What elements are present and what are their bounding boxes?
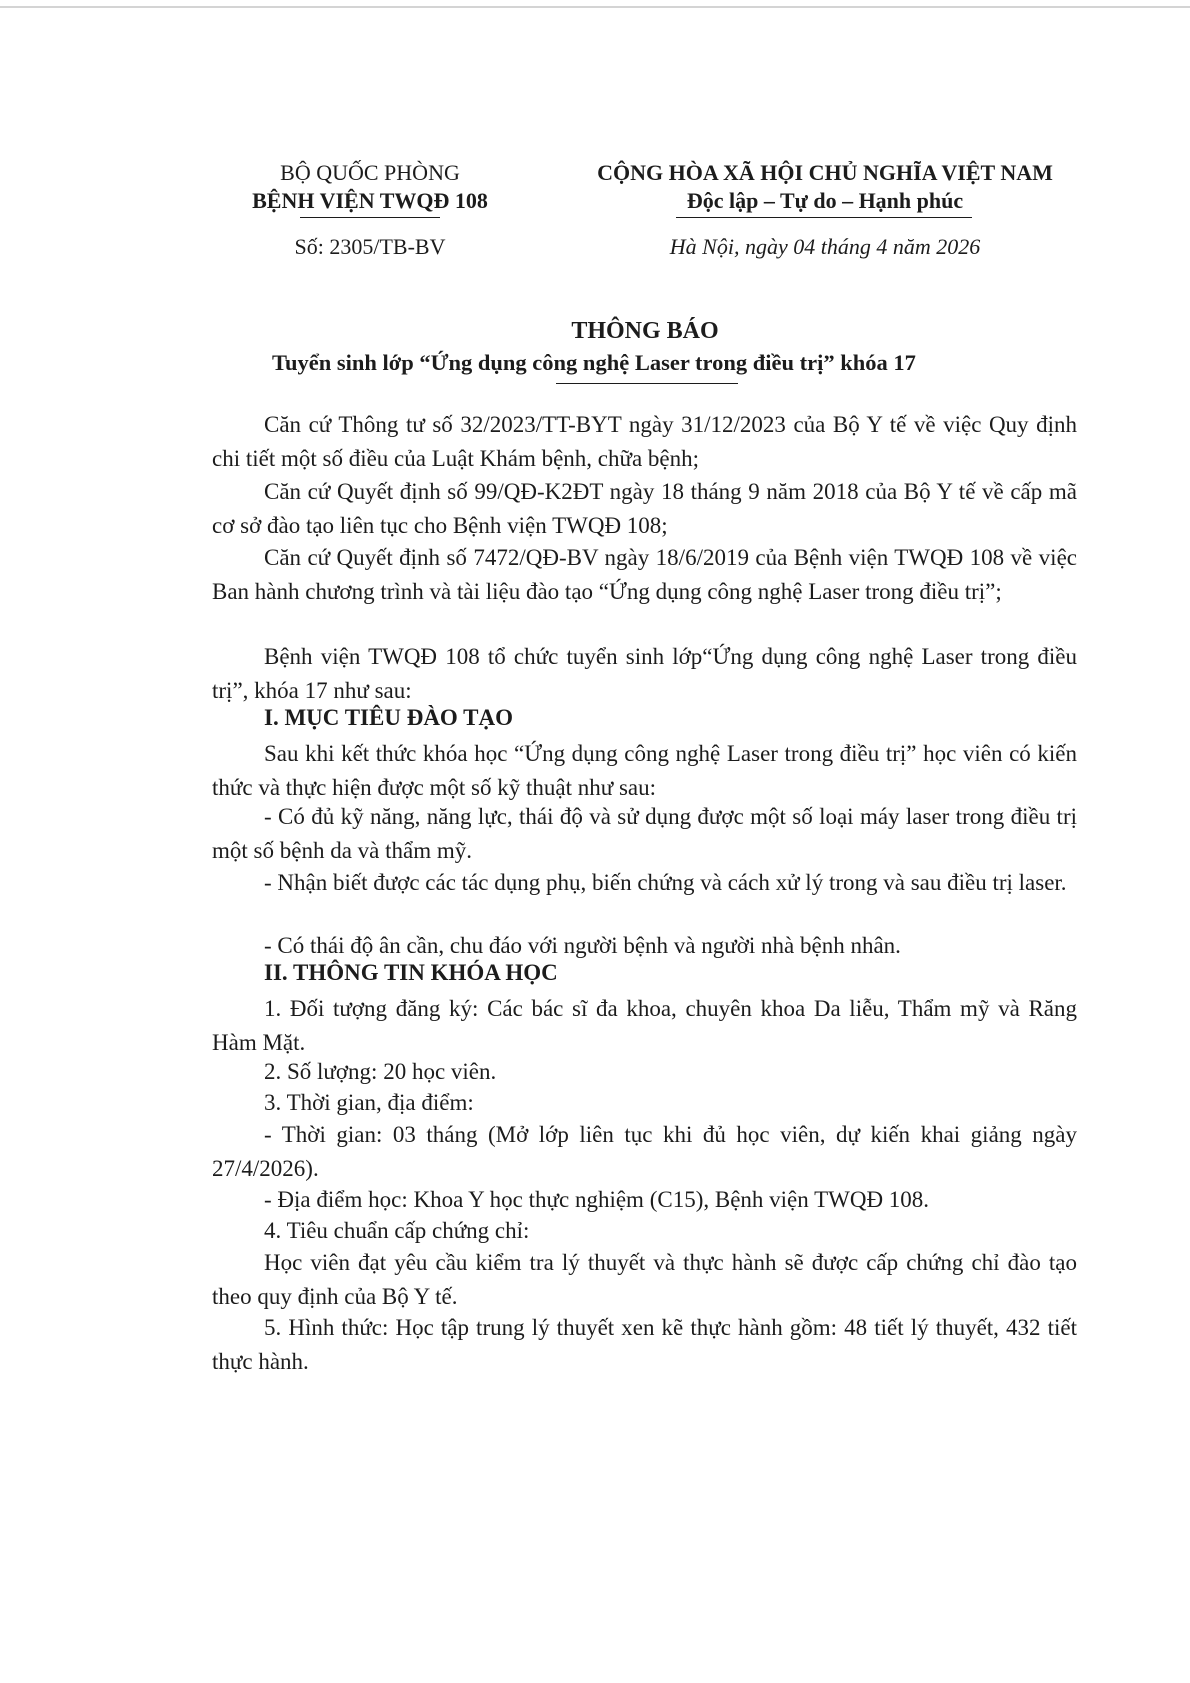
document-title: THÔNG BÁO [571, 318, 719, 344]
preamble-paragraph-1: Căn cứ Thông tư số 32/2023/TT-BYT ngày 31/12/2023 của Bộ Y tế về việc Quy định chi tiết một số điều của Luật Khám bệnh, chữa bệnh; [212, 412, 1077, 471]
course-enrollment: 2. Số lượng: 20 học viên. [264, 1059, 497, 1084]
section-heading-objectives: I. MỤC TIÊU ĐÀO TẠO [264, 705, 513, 730]
objective-item-1: - Có đủ kỹ năng, năng lực, thái độ và sử dụng được một số loại máy laser trong điều trị một số bệnh da và thẩm mỹ. [212, 804, 1077, 863]
place-date: Hà Nội, ngày 04 tháng 4 năm 2026 [669, 234, 981, 259]
republic-name: CỘNG HÒA XÃ HỘI CHỦ NGHĨA VIỆT NAM [597, 160, 1053, 185]
title-underline [556, 383, 738, 384]
hospital-underline [300, 217, 440, 218]
section-heading-course-info: II. THÔNG TIN KHÓA HỌC [264, 960, 558, 985]
objectives-intro: Sau khi kết thức khóa học “Ứng dụng công nghệ Laser trong điều trị” học viên có kiến thức và thực hiện được một số kỹ thuật như sau: [212, 741, 1077, 800]
objective-item-3: - Có thái độ ân cần, chu đáo với người bệnh và người nhà bệnh nhân. [264, 933, 901, 958]
objective-item-2: - Nhận biết được các tác dụng phụ, biến chứng và cách xử lý trong và sau điều trị laser. [264, 870, 1067, 895]
course-time-place-heading: 3. Thời gian, địa điểm: [264, 1090, 474, 1115]
document-subtitle: Tuyển sinh lớp “Ứng dụng công nghệ Laser trong điều trị” khóa 17 [272, 350, 916, 375]
national-motto: Độc lập – Tự do – Hạnh phúc [686, 188, 964, 213]
preamble-paragraph-2: Căn cứ Quyết định số 99/QĐ-K2ĐT ngày 18 tháng 9 năm 2018 của Bộ Y tế về cấp mã cơ sở đào tạo liên tục cho Bệnh viện TWQĐ 108; [212, 479, 1077, 538]
certificate-criteria-heading: 4. Tiêu chuẩn cấp chứng chỉ: [264, 1218, 530, 1243]
certificate-criteria: Học viên đạt yêu cầu kiểm tra lý thuyết và thực hành sẽ được cấp chứng chỉ đào tạo theo quy định của Bộ Y tế. [212, 1250, 1077, 1309]
course-duration: - Thời gian: 03 tháng (Mở lớp liên tục khi đủ học viên, dự kiến khai giảng ngày 27/4/2026). [212, 1122, 1077, 1181]
preamble-paragraph-4: Bệnh viện TWQĐ 108 tổ chức tuyển sinh lớp“Ứng dụng công nghệ Laser trong điều trị”, khóa 17 như sau: [212, 644, 1077, 703]
document-number: Số: 2305/TB-BV [294, 234, 446, 259]
course-format: 5. Hình thức: Học tập trung lý thuyết xen kẽ thực hành gồm: 48 tiết lý thuyết, 432 tiết thực hành. [212, 1315, 1077, 1374]
ministry-name: BỘ QUỐC PHÒNG [280, 160, 460, 185]
preamble-paragraph-3: Căn cứ Quyết định số 7472/QĐ-BV ngày 18/6/2019 của Bệnh viện TWQĐ 108 về việc Ban hành chương trình và tài liệu đào tạo “Ứng dụng công nghệ Laser trong điều trị”; [212, 545, 1077, 604]
course-location: - Địa điểm học: Khoa Y học thực nghiệm (C15), Bệnh viện TWQĐ 108. [264, 1187, 930, 1212]
course-target-audience: 1. Đối tượng đăng ký: Các bác sĩ đa khoa, chuyên khoa Da liễu, Thẩm mỹ và Răng Hàm Mặt. [212, 996, 1077, 1055]
motto-underline [676, 217, 972, 218]
scan-edge [0, 6, 1190, 8]
hospital-name: BỆNH VIỆN TWQĐ 108 [252, 188, 488, 213]
